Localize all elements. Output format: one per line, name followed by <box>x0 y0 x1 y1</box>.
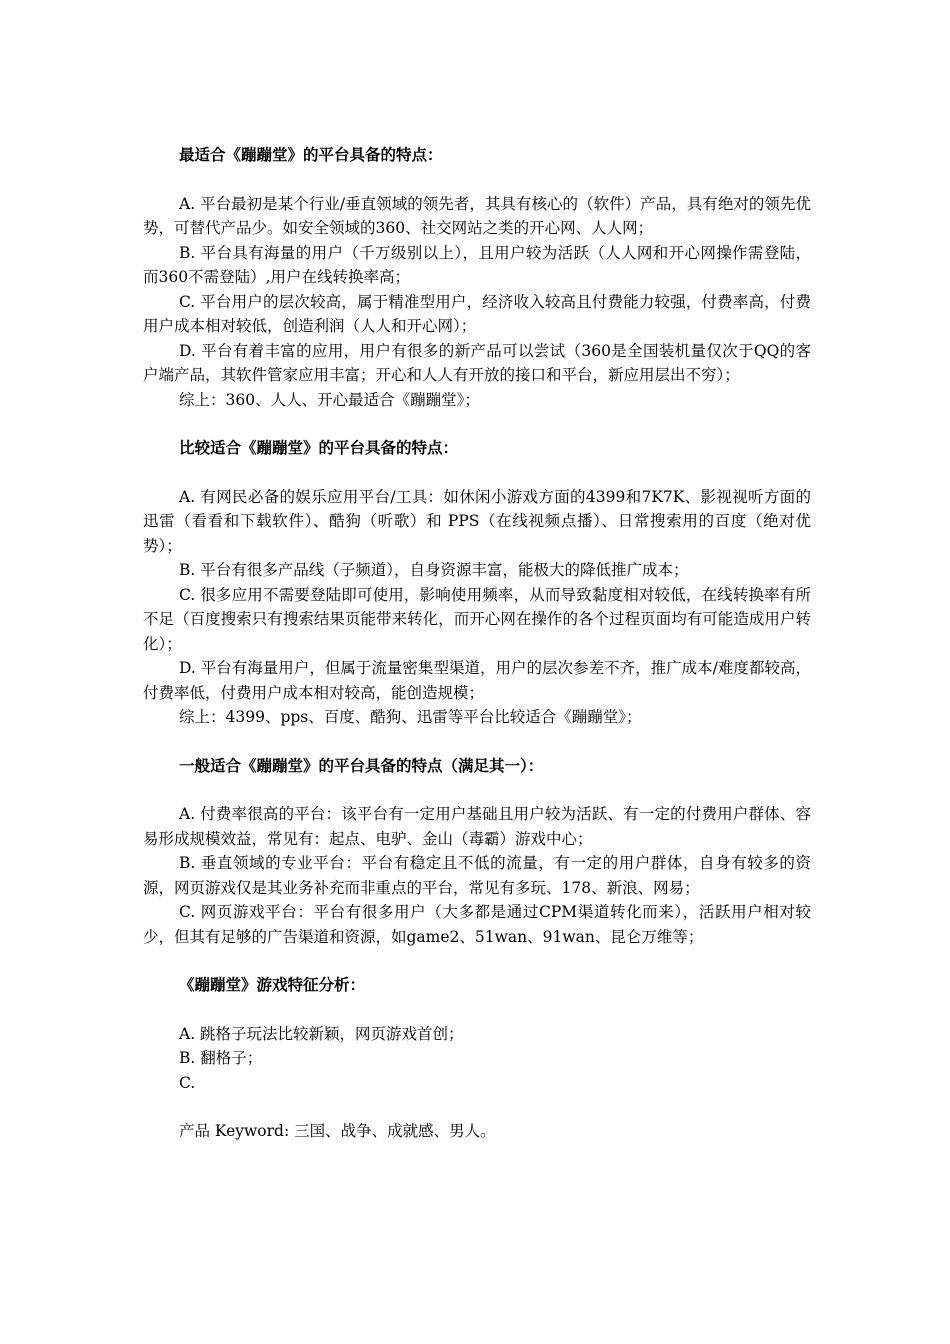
section-2-item-d: D. 平台有海量用户，但属于流量密集型渠道，用户的层次参差不齐，推广成本/难度都较高，付费率低，付费用户成本相对较高，能创造规模； <box>143 659 811 702</box>
section-2-summary: 综上：4399、pps、百度、酷狗、迅雷等平台比较适合《蹦蹦堂》； <box>179 708 642 726</box>
section-4-heading: 《蹦蹦堂》游戏特征分析： <box>179 975 366 994</box>
keyword-line: 产品 Keyword: 三国、战争、成就感、男人。 <box>179 1122 496 1140</box>
section-2-item-a: A. 有网民必备的娱乐应用平台/工具：如休闲小游戏方面的4399和7K7K、影视视听方面的迅雷（看看和下载软件）、酷狗（听歌）和 PPS（在线视频点播）、日常搜索用的百度（绝对优势）； <box>143 487 811 555</box>
section-1-item-c: C. 平台用户的层次较高，属于精准型用户，经济收入较高且付费能力较强，付费率高，付费用户成本相对较低，创造利润（人人和开心网）； <box>143 292 811 335</box>
section-1-summary: 综上：360、人人、开心最适合《蹦蹦堂》； <box>179 390 480 409</box>
section-4-item-c: C. <box>179 1073 196 1092</box>
section-1-item-a: A. 平台最初是某个行业/垂直领域的领先者，其具有核心的（软件）产品，具有绝对的领先优势，可替代产品少。如安全领域的360、社交网站之类的开心网、人人网； <box>143 194 811 237</box>
section-2-item-c: C. 很多应用不需要登陆即可使用，影响使用频率，从而导致黏度相对较低，在线转换率有所不足（百度搜索只有搜索结果页能带来转化，而开心网在操作的各个过程页面均有可能造成用户转化）； <box>143 585 811 653</box>
section-3-item-b: B. 垂直领域的专业平台：平台有稳定且不低的流量，有一定的用户群体，自身有较多的资源，网页游戏仅是其业务补充而非重点的平台，常见有多玩、178、新浪、网易； <box>143 854 811 897</box>
section-2-heading: 比较适合《蹦蹦堂》的平台具备的特点： <box>179 438 459 457</box>
section-1-item-d: D. 平台有着丰富的应用，用户有很多的新产品可以尝试（360是全国装机量仅次于QQ的客户端产品，其软件管家应用丰富；开心和人人有开放的接口和平台，新应用层出不穷）； <box>143 341 811 384</box>
section-3-item-a: A. 付费率很高的平台：该平台有一定用户基础且用户较为活跃、有一定的付费用户群体、容易形成规模效益，常见有：起点、电驴、金山（毒霸）游戏中心； <box>143 805 811 848</box>
section-3-item-c: C. 网页游戏平台：平台有很多用户（大多都是通过CPM渠道转化而来），活跃用户相对较少，但其有足够的广告渠道和资源，如game2、51wan、91wan、昆仑万维等； <box>143 903 811 946</box>
document-content <box>143 143 811 1144</box>
section-1-heading: 最适合《蹦蹦堂》的平台具备的特点： <box>179 145 443 164</box>
section-3-heading: 一般适合《蹦蹦堂》的平台具备的特点（满足其一）： <box>179 755 544 775</box>
section-2-item-b: B. 平台有很多产品线（子频道），自身资源丰富，能极大的降低推广成本； <box>179 561 689 579</box>
section-4-item-a: A. 跳格子玩法比较新颖，网页游戏首创； <box>179 1024 464 1043</box>
section-1-item-b: B. 平台具有海量的用户（千万级别以上），且用户较为活跃（人人网和开心网操作需登陆，而360不需登陆）,用户在线转换率高； <box>143 243 811 286</box>
section-4-item-b: B. 翻格子； <box>179 1049 263 1067</box>
